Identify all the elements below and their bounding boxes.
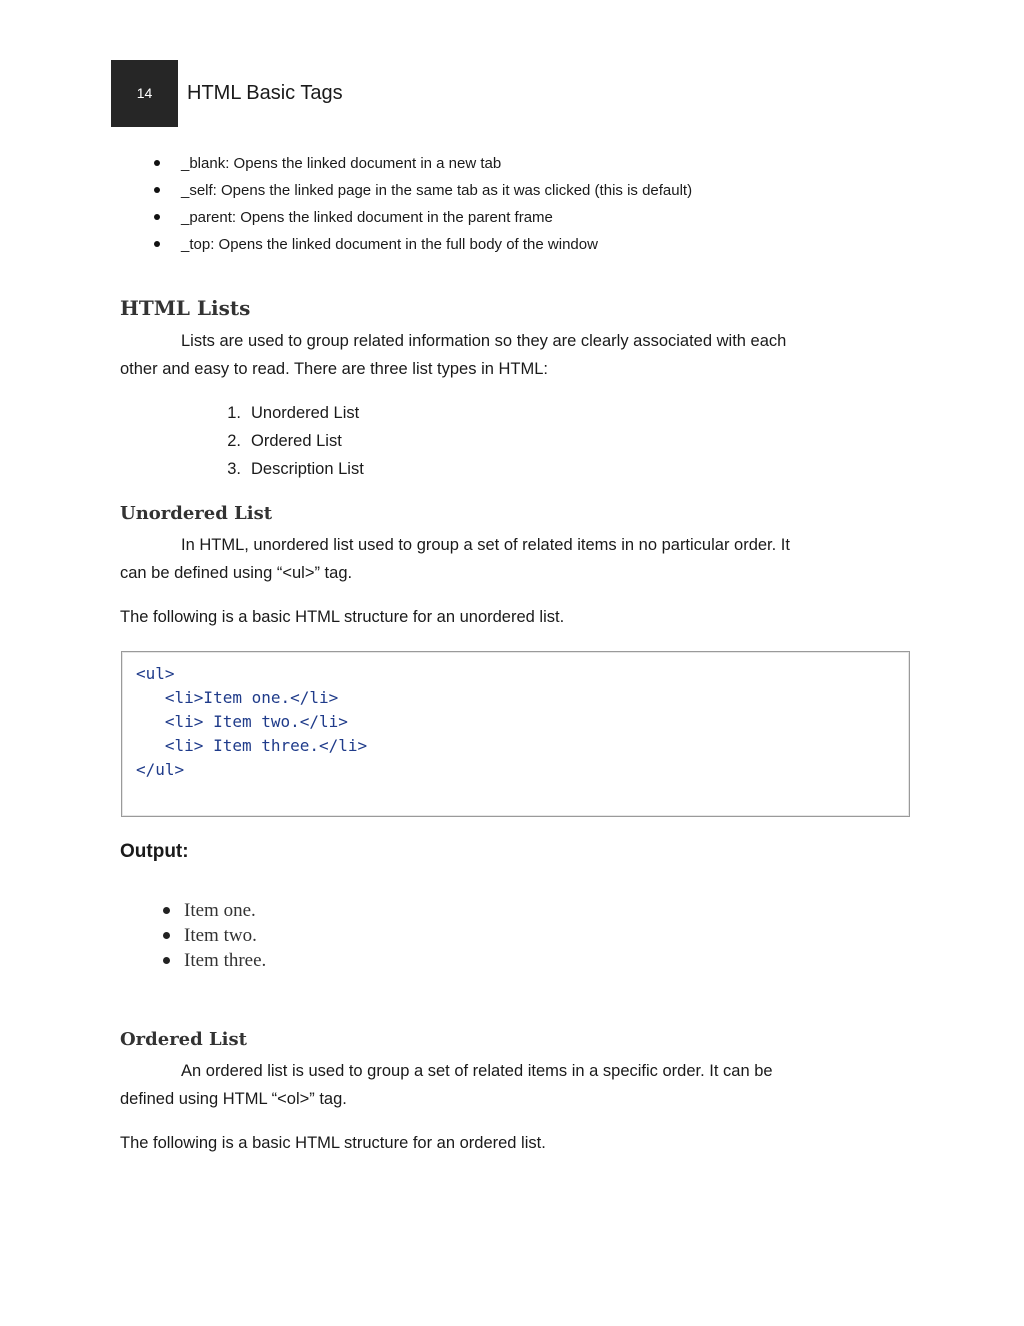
list-item: Item three. [160, 948, 266, 973]
list-item: Item two. [160, 923, 266, 948]
bullet-icon [163, 932, 170, 939]
list-item: 1. Unordered List [227, 404, 360, 422]
page-number-box [111, 60, 178, 127]
rendered-output-list [160, 898, 266, 973]
list-item: _self: Opens the linked page in the same tab as it was clicked (this is default) [120, 177, 692, 204]
code-line: </ul> [136, 760, 185, 779]
ordered-list-paragraph: An ordered list is used to group a set of related items in a specific order. It can be defined using HTML “<ol>” tag. [120, 1062, 773, 1108]
list-item: _blank: Opens the linked document in a new tab [120, 150, 692, 177]
header-title: HTML Basic Tags [187, 82, 343, 104]
code-line: <li> Item three.</li> [136, 736, 368, 755]
list-item: 3. Description List [227, 460, 364, 478]
list-item: _parent: Opens the linked document in the parent frame [120, 204, 692, 231]
bullet-icon [163, 907, 170, 914]
ordered-list-heading: Ordered List [120, 1029, 247, 1050]
list-types-list [190, 399, 364, 483]
bullet-icon [154, 160, 160, 166]
unordered-list-paragraph: In HTML, unordered list used to group a set of related items in no particular order. It can be defined using “<ul>” tag. [120, 536, 790, 582]
bullet-icon [154, 187, 160, 193]
list-item: 2. Ordered List [227, 432, 342, 450]
html-lists-heading: HTML Lists [120, 296, 251, 320]
bullet-icon [154, 214, 160, 220]
target-bullet-list [120, 150, 692, 258]
page-number: 14 [136, 84, 153, 101]
output-label: Output: [120, 841, 189, 862]
unordered-structure-intro: The following is a basic HTML structure for an unordered list. [120, 608, 565, 626]
list-item: Item one. [160, 898, 266, 923]
code-example-box [121, 651, 910, 817]
html-lists-paragraph: Lists are used to group related information so they are clearly associated with each other and easy to read. There are three list types in HTML: [120, 332, 787, 378]
code-line: <ul> [136, 664, 175, 683]
code-line: <li> Item two.</li> [136, 712, 348, 731]
bullet-icon [154, 241, 160, 247]
bullet-icon [163, 957, 170, 964]
unordered-list-heading: Unordered List [120, 503, 273, 524]
list-item: _top: Opens the linked document in the full body of the window [120, 231, 692, 258]
code-line: <li>Item one.</li> [136, 688, 339, 707]
ordered-structure-intro: The following is a basic HTML structure for an ordered list. [120, 1134, 546, 1152]
